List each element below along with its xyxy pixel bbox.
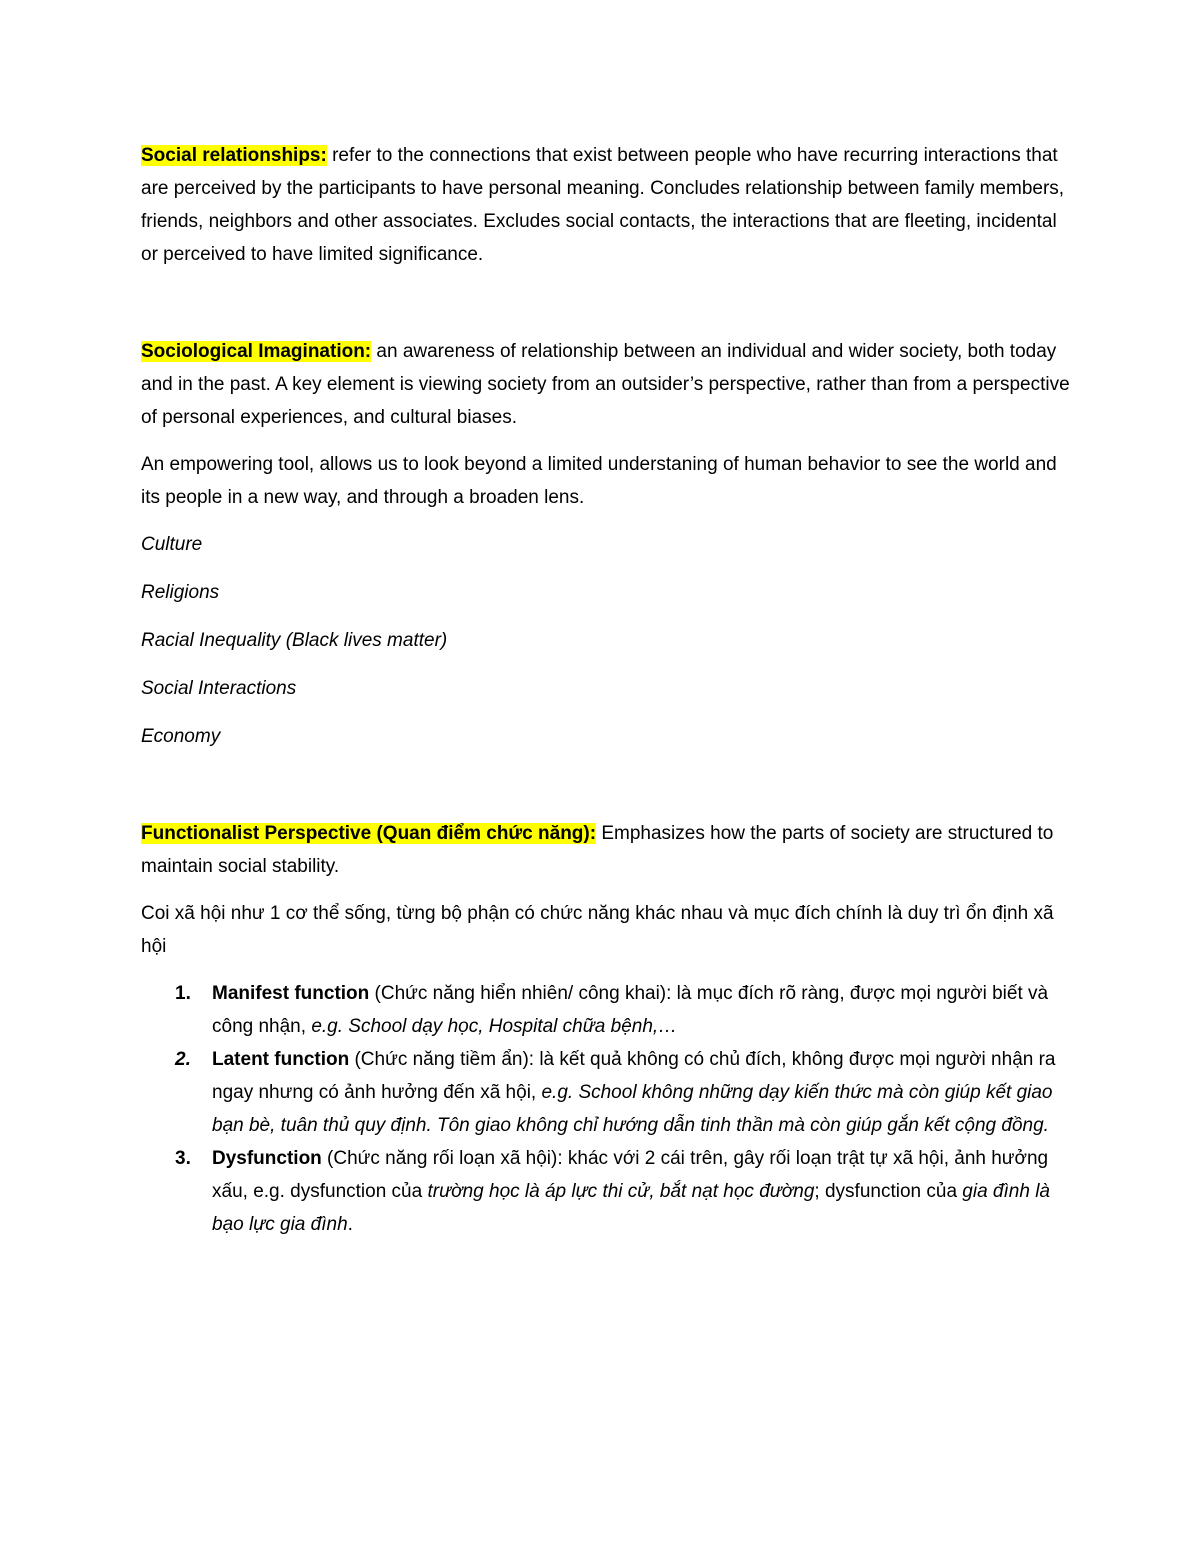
list-item-latent-function [141,1043,1071,1142]
list-number: 3. [175,1148,191,1169]
dysfunction-end: . [347,1214,353,1235]
function-types-list [141,977,1071,1241]
dysfunction-term: Dysfunction [212,1148,322,1169]
latent-function-example: e.g. School không những dạy kiến thức mà còn giúp kết giao bạn bè, tuân thủ quy định. Tôn giao không chỉ hướng dẫn tinh thần mà còn giúp gắn kết cộng đồng. [212,1082,1053,1136]
sociological-imagination-paragraph [141,335,1071,434]
dysfunction-text: (Chức năng rối loạn xã hội): khác với 2 cái trên, gây rối loạn trật tự xã hội, ảnh hưởng xấu, e.g. dysfunction của [212,1148,1049,1202]
functionalist-term: Functionalist Perspective (Quan điểm chức năng): [141,823,597,844]
list-number: 2. [175,1049,191,1070]
document-body [141,139,1071,1241]
functionalist-definition: Emphasizes how the parts of society are structured to maintain social stability. [141,823,1054,877]
topic-economy: Economy [141,726,221,747]
functionalist-vietnamese-paragraph: Coi xã hội như 1 cơ thể sống, từng bộ phận có chức năng khác nhau và mục đích chính là duy trì ổn định xã hội [141,903,1054,957]
empowering-tool-paragraph: An empowering tool, allows us to look beyond a limited understaning of human behavior to see the world and its people in a new way, and through a broaden lens. [141,454,1057,508]
sociological-imagination-definition: an awareness of relationship between an individual and wider society, both today and in the past. A key element is viewing society from an outsider’s perspective, rather than from a perspective of personal experiences, and cultural biases. [141,341,1070,428]
sociological-imagination-term: Sociological Imagination: [141,341,372,362]
latent-function-text: (Chức năng tiềm ẩn): là kết quả không có chủ đích, không được mọi người nhận ra ngay nhưng có ảnh hưởng đến xã hội, [212,1049,1056,1103]
topic-culture: Culture [141,534,203,555]
manifest-function-text: (Chức năng hiển nhiên/ công khai): là mục đích rõ ràng, được mọi người biết và công nhận, [212,983,1049,1037]
list-item-manifest-function [141,977,1071,1043]
list-item-dysfunction [141,1142,1071,1241]
dysfunction-text-2: ; dysfunction của [814,1181,963,1202]
topic-social-interactions: Social Interactions [141,678,297,699]
topic-racial-inequality: Racial Inequality (Black lives matter) [141,630,448,651]
dysfunction-example-family: gia đình là bạo lực gia đình [212,1181,1050,1235]
social-relationships-paragraph [141,139,1071,271]
list-number: 1. [175,983,191,1004]
latent-function-term: Latent function [212,1049,350,1070]
dysfunction-example-school: trường học là áp lực thi cử, bắt nạt học đường [427,1181,815,1202]
functionalist-paragraph [141,817,1071,883]
social-relationships-definition: refer to the connections that exist between people who have recurring interactions that are perceived by the participants to have personal meaning. Concludes relationship between family members, friends, neighbors and other associates. Excludes social contacts, the interactions that are fleeting, incidental or perceived to have limited significance. [141,145,1065,265]
social-relationships-term: Social relationships: [141,145,327,166]
topic-religions: Religions [141,582,220,603]
manifest-function-term: Manifest function [212,983,370,1004]
manifest-function-example: e.g. School dạy học, Hospital chữa bệnh,… [311,1016,678,1037]
